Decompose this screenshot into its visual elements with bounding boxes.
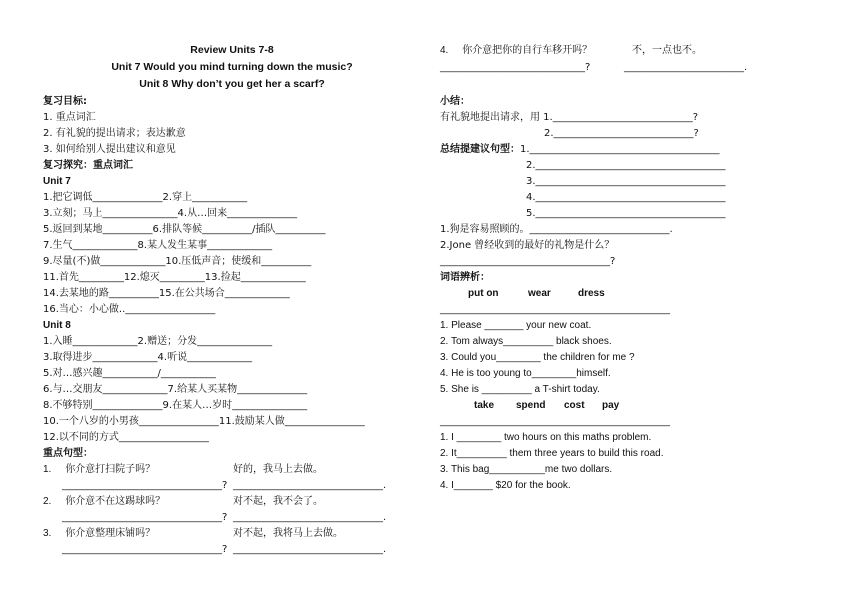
sentence-question	[43, 527, 155, 540]
answer-text: 对不起，我将马上去做。	[233, 528, 343, 539]
word-option: put on	[468, 288, 499, 299]
vocab-line: 10.一个八岁的小男孩________________11.鼓励某人做________________	[43, 416, 365, 427]
word-option: take	[474, 400, 495, 411]
blank-answer[interactable]: ________________________.	[624, 62, 748, 73]
vocab-line: 3.取得进步_____________4.听说_____________	[43, 352, 253, 363]
goal-item: 2. 有礼貌的提出请求；表达歉意	[43, 128, 186, 139]
exercise-item: 5. She is _________ a T-shirt today.	[440, 384, 600, 395]
word-option: wear	[528, 288, 551, 299]
word-option: spend	[516, 400, 546, 411]
question-text: 你介意打扫院子吗？	[65, 464, 156, 475]
goal-item: 1. 重点词汇	[43, 112, 96, 123]
question-text: 你介意整理床铺吗？	[65, 528, 156, 539]
vocab-line: 5.返回到某地__________6.排队等候__________/插队__________	[43, 224, 326, 235]
divider-line: ______________________________________________	[440, 304, 670, 315]
translate-line: 2.Jone 曾经收到的最好的礼物是什么？	[440, 240, 615, 251]
vocab-line: 1.入睡_____________2.赠送；分发_______________	[43, 336, 273, 347]
summary-heading: 小结：	[440, 96, 470, 107]
exercise-item: 3. This bag__________me two dollars.	[440, 464, 613, 475]
exercise-item: 3. Could you________ the children for me ?	[440, 352, 635, 363]
page-title: Review Units 7-8	[190, 44, 274, 56]
sentence-number: 3.	[43, 528, 52, 539]
vocab-line: 3.立刻；马上_______________4.从…回来______________	[43, 208, 298, 219]
unit8-title: Unit 8 Why don’t you get her a scarf?	[139, 78, 325, 90]
summary-line: 有礼貌地提出请求，用 1.____________________________?	[440, 112, 699, 123]
unit7-title: Unit 7 Would you mind turning down the music?	[111, 61, 353, 73]
exercise-item: 2. Tom always_________ black shoes.	[440, 336, 612, 347]
answer-text: 好的，我马上去做。	[233, 464, 323, 475]
answer-text: 对不起，我不会了。	[233, 496, 323, 507]
vocab-line: 8.不够特别______________9.在某人…岁时_______________	[43, 400, 308, 411]
blank-question[interactable]: _____________________________?	[440, 62, 591, 73]
explore-heading: 复习探究：重点词汇	[43, 160, 133, 171]
question-text: 你介意不在这踢球吗？	[65, 496, 166, 507]
word-option: cost	[564, 400, 585, 411]
advice-blank[interactable]: 1.______________________________________	[520, 144, 720, 155]
goals-heading: 复习目标:	[43, 96, 87, 107]
vocab-line: 7.生气_____________8.某人发生某事_____________	[43, 240, 273, 251]
word-heading: 词语辨析：	[440, 272, 490, 283]
word-option: dress	[578, 288, 605, 299]
advice-blank[interactable]: 4.______________________________________	[526, 192, 726, 203]
translate-blank[interactable]: __________________________________?	[440, 256, 616, 267]
blank-question[interactable]: ________________________________?	[62, 544, 228, 555]
vocab-line: 9.尽量(不)做_____________10.压低声音；使缓和__________	[43, 256, 312, 267]
advice-heading: 总结提建议句型：	[440, 144, 520, 155]
vocab-line: 11.首先_________12.熄灭_________13.捡起_____________	[43, 272, 306, 283]
sentence-question	[43, 463, 155, 476]
exercise-item: 4. I_______ $20 for the book.	[440, 480, 571, 491]
vocab-line: 5.对…感兴趣___________/___________	[43, 368, 216, 379]
vocab-line: 16.当心：小心做..__________________	[43, 304, 216, 315]
blank-answer[interactable]: ______________________________.	[233, 480, 387, 491]
exercise-item: 1. Please _______ your new coat.	[440, 320, 592, 331]
advice-blank[interactable]: 5.______________________________________	[526, 208, 726, 219]
sentences-heading: 重点句型：	[43, 448, 93, 459]
blank-answer[interactable]: ______________________________.	[233, 512, 387, 523]
unit8-heading: Unit 8	[43, 320, 71, 331]
exercise-item: 2. It_________ them three years to build this road.	[440, 448, 664, 459]
blank-answer[interactable]: ______________________________.	[233, 544, 387, 555]
vocab-line: 14.去某地的路__________15.在公共场合_____________	[43, 288, 290, 299]
answer-text: 不，一点也不。	[632, 45, 702, 56]
summary-line: 2.____________________________?	[544, 128, 699, 139]
vocab-line: 1.把它调低______________2.穿上___________	[43, 192, 248, 203]
vocab-line: 12.以不同的方式__________________	[43, 432, 209, 443]
translate-line: 1.狗是容易照顾的。____________________________.	[440, 224, 673, 235]
vocab-line: 6.与…交朋友_____________7.给某人买某物______________	[43, 384, 308, 395]
advice-line	[440, 143, 720, 156]
divider-line: ______________________________________________	[440, 416, 670, 427]
question-text: 你介意把你的自行车移开吗？	[462, 45, 593, 56]
word-option: pay	[602, 400, 620, 411]
blank-question[interactable]: ________________________________?	[62, 512, 228, 523]
goal-item: 3. 如何给别人提出建议和意见	[43, 144, 176, 155]
sentence-number: 4.	[440, 45, 449, 56]
exercise-item: 1. I ________ two hours on this maths problem.	[440, 432, 652, 443]
exercise-item: 4. He is too young to________himself.	[440, 368, 611, 379]
advice-blank[interactable]: 3.______________________________________	[526, 176, 726, 187]
unit7-heading: Unit 7	[43, 176, 71, 187]
sentence-number: 2.	[43, 496, 52, 507]
sentence-number: 1.	[43, 464, 52, 475]
advice-blank[interactable]: 2.______________________________________	[526, 160, 726, 171]
sentence-question	[440, 44, 592, 57]
sentence-question	[43, 495, 165, 508]
blank-question[interactable]: ________________________________?	[62, 480, 228, 491]
